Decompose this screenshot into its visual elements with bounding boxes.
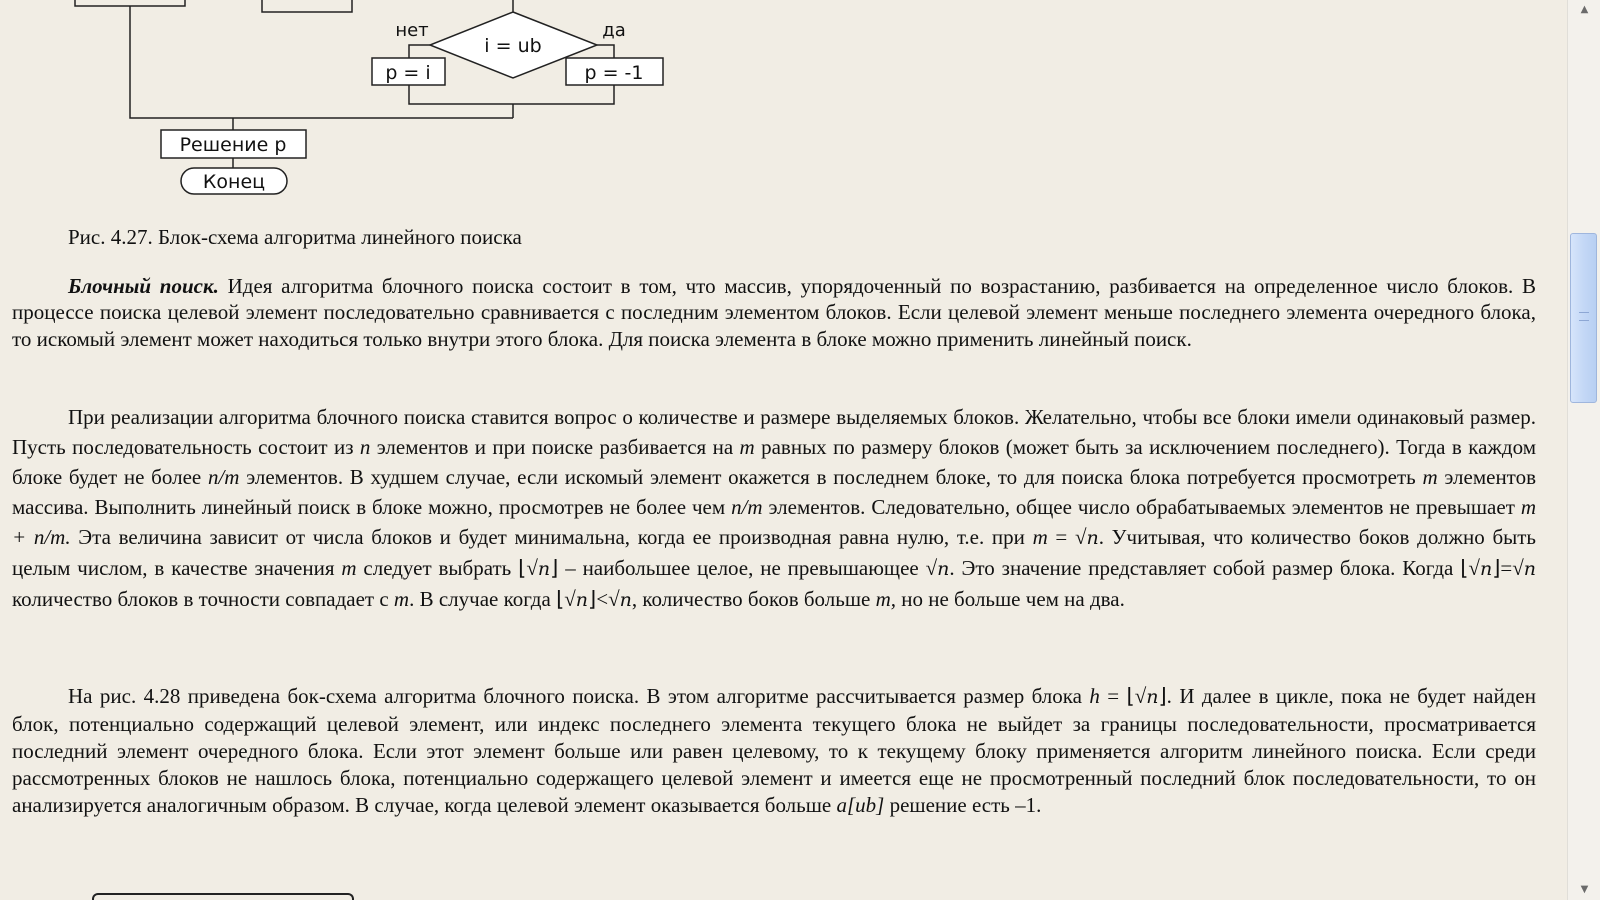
math-var: n <box>1146 686 1159 708</box>
math-var: m <box>341 556 357 580</box>
no-branch-label: нет <box>395 20 429 41</box>
math-var: m <box>393 587 410 611</box>
math-operator: < <box>596 587 609 611</box>
floor-bracket: ⌊ <box>518 556 527 580</box>
sqrt-symbol: √ <box>925 556 938 580</box>
connector-line <box>597 45 614 58</box>
floor-bracket: ⌊ <box>556 587 565 611</box>
math-var: n <box>575 589 589 611</box>
math-var: n <box>1479 558 1493 580</box>
floor-bracket: ⌋ <box>1492 556 1501 580</box>
math-expression: a[ub] <box>836 793 885 817</box>
text-run: но не больше чем на два. <box>896 587 1125 611</box>
text-run: . В случае когда <box>409 587 557 611</box>
floor-bracket: ⌊ <box>1460 556 1469 580</box>
yes-branch-label: да <box>602 20 626 41</box>
text-run: – наибольшее целое, не превышающее <box>558 556 926 580</box>
sqrt-symbol: √ <box>564 587 576 611</box>
math-var: m <box>1032 525 1048 549</box>
sqrt-symbol: √ <box>1512 556 1524 580</box>
text-run: . И далее в цикле, пока не будет найден блок, потенциально содержащий целевой элемент, или индекс последнего элемента текущего блока не выйдет за границы последовательности, просматривается последний элемент очередного блока. Если этот элемент больше или равен целевому, то к текущему блоку применяется алгоритм линейного поиска. Если среди рассмотренных блоков не нашлось блока, потенциально содержащего целевой элемент и имеется еще не просмотренный последний блок последовательности, то он анализируется аналогичным образом. В случае, когда целевой элемент оказывается больше <box>12 684 1536 817</box>
paragraph-algorithm-description <box>12 683 1536 819</box>
scroll-up-button[interactable] <box>1569 0 1600 20</box>
text-run: , количество боков больше <box>631 587 876 611</box>
math-var: n/m <box>731 495 763 519</box>
sqrt-symbol: √ <box>1134 684 1147 708</box>
text-run: . Это значение представляет собой размер блока. Когда <box>949 556 1461 580</box>
scrollbar-thumb[interactable] <box>1570 233 1597 403</box>
text-run: При реализации алгоритма блочного поиска ставится вопрос о количестве и размере выделяемых блоков. Желательно, чтобы все блоки имели одинаковый размер. Пусть последовательность состоит из <box>12 405 1536 459</box>
vertical-scrollbar[interactable] <box>1567 0 1600 900</box>
paragraph-lead: Блочный поиск. <box>68 274 219 298</box>
chevron-up-icon: ▲ <box>1580 4 1589 15</box>
paragraph-text: Идея алгоритма блочного поиска состоит в том, что массив, упорядоченный по возрастанию, разбивается на определенное число блоков. В процессе поиска целевой элемент последовательно сравнивается с последним элементом блоков. Если целевой элемент меньше последнего элемента очередного блока, то искомый элемент может находиться только внутри этого блока. Для поиска элемента в блоке можно применить линейный поиск. <box>12 274 1536 351</box>
math-expression: m + n/m. <box>12 495 1536 549</box>
text-run: элементов массива. Выполнить линейный поиск в блоке можно, просмотрев не более чем <box>12 465 1537 519</box>
result-box-label: Решение p <box>179 134 287 156</box>
text-run: . Учитывая, что количество боков должно быть целым числом, в качестве значения <box>12 525 1537 580</box>
text-run: На рис. 4.28 приведена бок-схема алгоритма блочного поиска. В этом алгоритме рассчитывается размер блока <box>68 684 1090 708</box>
sqrt-symbol: √ <box>526 556 538 580</box>
text-run: решение есть –1. <box>884 793 1042 817</box>
sqrt-symbol: √ <box>1468 556 1480 580</box>
flowchart-figure <box>0 0 700 205</box>
math-var: n/m <box>207 465 240 489</box>
math-var: m, <box>875 587 896 611</box>
floor-bracket: ⌋ <box>550 556 559 580</box>
connector-line <box>409 85 614 104</box>
sqrt-symbol: √ <box>608 587 620 611</box>
floor-bracket: ⌊ <box>1126 684 1135 708</box>
text-run: элементов. Следовательно, общее число обрабатываемых элементов не превышает <box>762 495 1521 519</box>
connector-line <box>409 45 430 58</box>
next-figure-edge <box>92 893 354 900</box>
process-box-left-label: p = i <box>385 62 431 84</box>
math-var: n <box>1523 558 1537 580</box>
chevron-down-icon: ▼ <box>1580 884 1589 895</box>
text-run: Эта величина зависит от числа блоков и будет минимальна, когда ее производная равна нулю, т.е. при <box>70 525 1033 549</box>
text-run: следует выбрать <box>356 556 519 580</box>
math-var: n <box>1086 527 1099 549</box>
text-run: элементов и при поиске разбивается на <box>370 435 740 459</box>
partial-box-middle <box>262 0 352 12</box>
math-var: m <box>739 435 755 459</box>
paragraph-block-search <box>12 273 1536 352</box>
math-var: m <box>1422 465 1438 489</box>
math-var: n <box>359 435 371 459</box>
grip-icon <box>1579 312 1589 321</box>
figure-caption: Рис. 4.27. Блок-схема алгоритма линейного поиска <box>68 225 522 249</box>
math-operator: = <box>1099 684 1127 708</box>
floor-bracket: ⌋ <box>588 587 597 611</box>
text-run: равных по размеру блоков (может быть за исключением последнего). Тогда в каждом блоке будет не более <box>12 435 1536 489</box>
scroll-down-button[interactable] <box>1569 880 1600 900</box>
connector-line <box>130 6 513 118</box>
math-var: h <box>1089 684 1100 708</box>
text-run: количество блоков в точности совпадает с <box>12 587 394 611</box>
sqrt-symbol: √ <box>1074 525 1087 549</box>
end-terminal-label: Конец <box>202 171 266 193</box>
math-operator: = <box>1500 556 1513 580</box>
text-run: элементов. В худшем случае, если искомый элемент окажется в последнем блоке, то для поиска блока потребуется просмотреть <box>239 465 1423 489</box>
paragraph-block-size <box>12 402 1536 615</box>
math-var: n <box>937 558 950 580</box>
decision-label: i = ub <box>484 35 542 57</box>
math-operator: = <box>1047 525 1075 549</box>
math-var: n <box>619 589 632 611</box>
floor-bracket: ⌋ <box>1158 684 1167 708</box>
math-var: n <box>537 558 551 580</box>
process-box-right-label: p = -1 <box>584 62 644 84</box>
partial-box-left <box>75 0 185 6</box>
